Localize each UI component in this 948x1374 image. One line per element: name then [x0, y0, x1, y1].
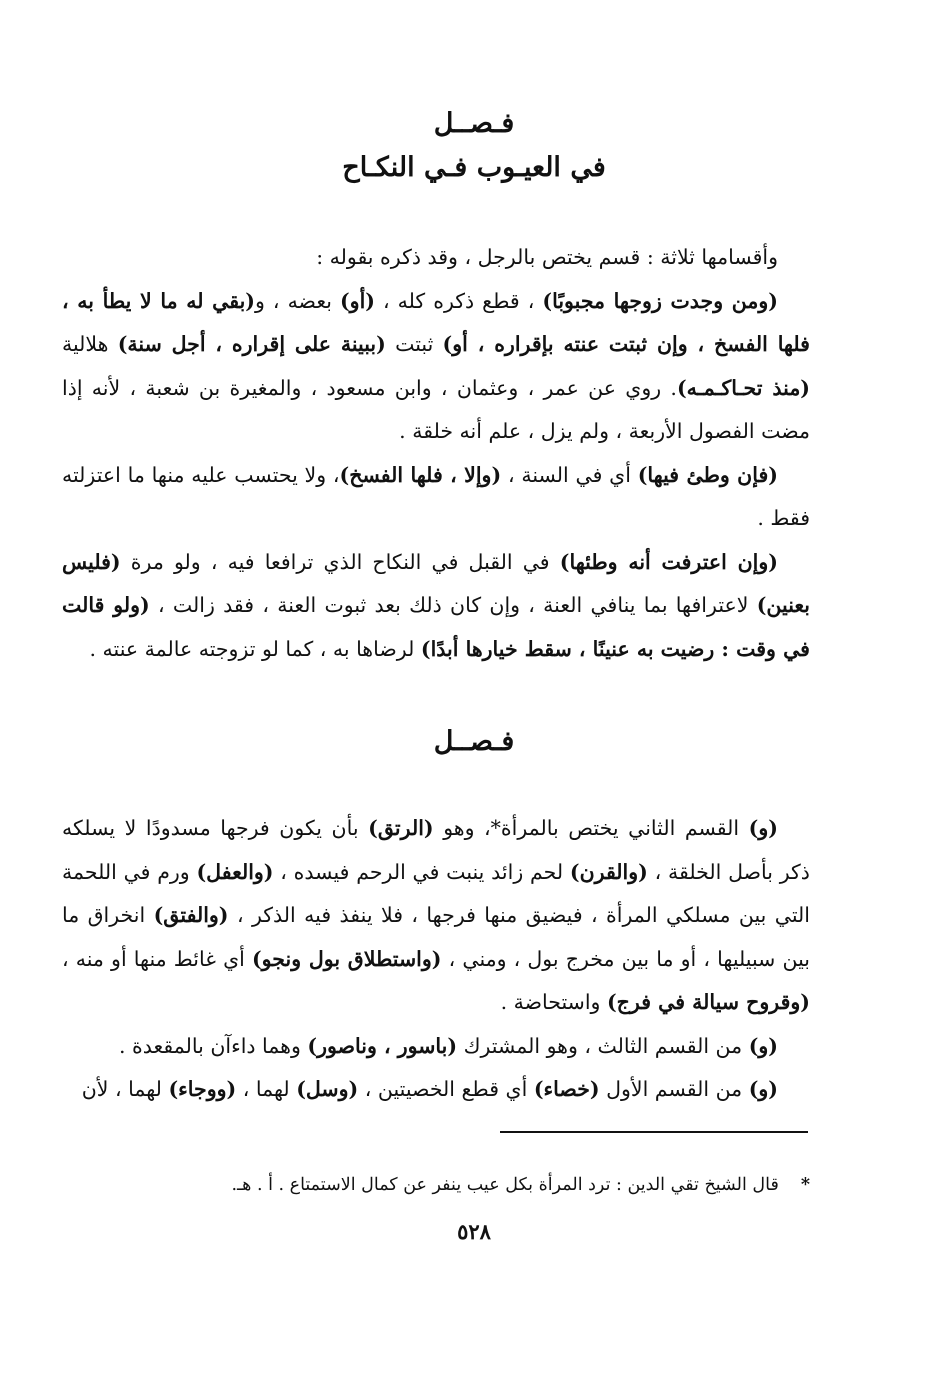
page-number: ٥٢٨	[457, 1219, 491, 1244]
plain-text: من القسم الثالث ، وهو المشترك	[463, 1033, 743, 1058]
footnote-text: قال الشيخ تقي الدين : ترد المرأة بكل عيب ينفر عن كمال الاستمتاع . أ . هـ.	[231, 1175, 779, 1195]
footnote	[150, 1170, 810, 1200]
bold-text: (فإن وطئ فيها)	[637, 462, 778, 487]
plain-text: هلالية	[62, 332, 109, 356]
plain-text: لهما ،	[242, 1077, 290, 1101]
paragraph	[62, 807, 810, 1025]
plain-text: بأن يكون فرجها مسدودًا لا يسلكه ذكر بأصل الخلقة ،	[62, 816, 810, 884]
bold-text: (بقي له ما لا يطأ به ، فلها الفسخ ، وإن ثبتت عنته بإقراره ، أو)	[62, 288, 810, 356]
bold-text: (والقرن)	[569, 859, 648, 884]
plain-text: انخراق ما بين سبيليها ، أو ما بين مخرج بول ، ومني ،	[62, 903, 810, 971]
text-block-2	[62, 807, 810, 1112]
plain-text: ورم في اللحمة التي بين مسلكي المرأة ، فيضيق منها فرجها ، فلا ينفذ فيه الذكر ،	[62, 859, 810, 927]
bold-text: (ببينة على إقراره ، أجل سنة)	[117, 332, 386, 356]
bold-text: (باسور ، وناصور)	[307, 1033, 458, 1058]
text-block-1	[62, 236, 810, 671]
plain-text: وهما داءآن بالمقعدة .	[118, 1033, 301, 1058]
plain-text: في القبل في النكاح الذي ترافعا فيه ، ولو مرة	[130, 549, 550, 574]
paragraph	[62, 280, 810, 454]
bold-text: (وقروح سيالة في فرج)	[606, 990, 810, 1014]
plain-text: بعضه ، و	[255, 288, 332, 313]
plain-text: أي في السنة ،	[507, 462, 631, 487]
plain-text: لاعترافها بما ينافي العنة ، وإن كان ذلك بعد ثبوت العنة ، فقد زالت ،	[158, 593, 749, 617]
plain-text: أي قطع الخصيتين ،	[364, 1077, 528, 1101]
plain-text: ، قطع ذكره كله ،	[383, 288, 535, 313]
paragraph	[62, 541, 810, 672]
plain-text: وأقسامها ثلاثة : قسم يختص بالرجل ، وقد ذكره بقوله :	[316, 245, 778, 269]
plain-text: ثبتت	[395, 332, 434, 356]
bold-text: (الرتق)	[368, 816, 434, 840]
plain-text: واستحاضة .	[500, 990, 601, 1014]
section-heading: فـصــل	[433, 726, 515, 757]
bold-text: (فليس بعنين)	[62, 549, 810, 617]
plain-text: ، ولا يحتسب عليه منها ما اعتزلته فقط .	[62, 462, 810, 530]
bold-text: (وإلا ، فلها الفسخ)	[339, 462, 502, 487]
plain-text: لحم زائد ينبت في الرحم فيسده ،	[280, 859, 564, 884]
bold-text: (أو)	[339, 288, 375, 313]
plain-text: لهما ، لأن	[81, 1077, 162, 1101]
bold-text: (و)	[748, 1077, 778, 1101]
paragraph	[62, 1025, 810, 1069]
section-heading: فـصــل	[433, 108, 515, 139]
plain-text: من القسم الأول	[606, 1077, 743, 1101]
footnote-marker: *	[800, 1175, 810, 1195]
plain-text: أي غائط منها أو منه ،	[62, 946, 245, 971]
bold-text: (ومن وجدت زوجها مجبوبًا)	[542, 288, 778, 313]
bold-text: (واستطلاق بول ونجو)	[251, 946, 442, 971]
bold-text: (والعفل)	[196, 859, 274, 884]
bold-text: (و)	[748, 816, 778, 840]
bold-text: (خصاء)	[533, 1077, 600, 1101]
plain-text: القسم الثاني يختص بالمرأة*، وهو	[443, 816, 740, 840]
bold-text: (وإن اعترفت أنه وطئها)	[559, 549, 778, 574]
plain-text: لرضاها به ، كما لو تزوجته عالمة عنته .	[89, 636, 415, 661]
bold-text: (ووجاء)	[168, 1077, 237, 1101]
paragraph	[62, 236, 810, 280]
plain-text: . روي عن عمر ، وعثمان ، وابن مسعود ، والمغيرة بن شعبة ، لأنه إذا مضت الفصول الأربعة ، ولم يزل ، علم أنه خلقة .	[62, 375, 810, 443]
bold-text: (منذ تحـاكـمـه)	[676, 375, 810, 400]
bold-text: (و)	[748, 1033, 778, 1058]
bold-text: (ولو قالت في وقت : رضيت به عنينًا ، سقط خيارها أبدًا)	[62, 593, 810, 661]
paragraph	[62, 1068, 810, 1112]
bold-text: (وسل)	[296, 1077, 359, 1101]
bold-text: (والفتق)	[153, 903, 229, 927]
section-subheading: في العيـوب فـي النكـاح	[342, 152, 606, 183]
footnote-divider	[500, 1131, 808, 1133]
paragraph	[62, 454, 810, 541]
